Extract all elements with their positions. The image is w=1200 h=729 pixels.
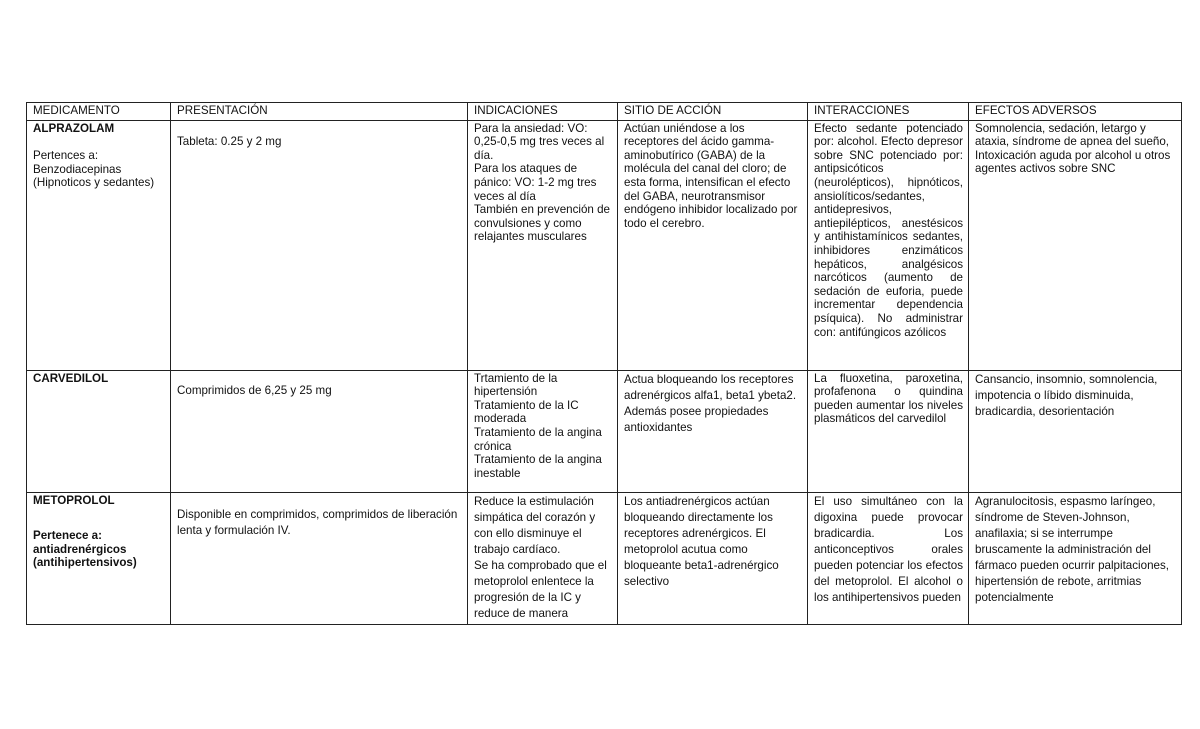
cell-sitio-accion	[618, 370, 808, 492]
cell-interacciones	[808, 370, 969, 492]
indication-item: Reduce la estimulación simpática del corazón y con ello disminuye el trabajo cardíaco.	[474, 494, 596, 556]
header-indicaciones: INDICACIONES	[468, 103, 618, 121]
adverse-text: Somnolencia, sedación, letargo y ataxia, síndrome de apnea del sueño, Intoxicación aguda por alcohol u otros agentes activos sobre SNC	[975, 121, 1171, 176]
cell-indicaciones	[468, 370, 618, 492]
header-sitio-accion: SITIO DE ACCIÓN	[618, 103, 808, 121]
header-row	[27, 103, 1182, 121]
cell-indicaciones	[468, 120, 618, 370]
header-interacciones: INTERACCIONES	[808, 103, 969, 121]
site-text: Actúan uniéndose a los receptores del ácido gamma-aminobutírico (GABA) de la molécula del canal del cloro; de esta forma, intensifican el efecto del GABA, neurotransmisor endógeno inhibidor localizado por todo el cerebro.	[624, 121, 798, 230]
family-label: Pertenece a:	[33, 529, 102, 543]
presentation-text: Disponible en comprimidos, comprimidos de liberación lenta y formulación IV.	[177, 507, 458, 537]
table-row-metoprolol	[27, 492, 1182, 624]
indication-item: También en prevención de convulsiones y como relajantes musculares	[474, 203, 610, 244]
interactions-text: El uso simultáneo con la digoxina puede provocar bradicardia. Los anticonceptivos orales pueden potenciar los efectos del metoprolol. El alcohol o los antihipertensivos pueden	[814, 494, 963, 604]
adverse-text: Cansancio, insomnio, somnolencia, impotencia o líbido disminuida, bradicardia, desorientación	[975, 372, 1158, 418]
cell-interacciones	[808, 492, 969, 624]
adverse-text: Agranulocitosis, espasmo laríngeo, síndrome de Steven-Johnson, anafilaxia; si se interrumpe bruscamente la administración del fármaco pueden ocurrir palpitaciones, hipertensión de rebote, arritmias potencialmente	[975, 494, 1169, 604]
presentation-text: Tableta: 0.25 y 2 mg	[177, 134, 282, 148]
indication-item: Trtamiento de la hipertensión	[474, 371, 558, 399]
indication-item: Se ha comprobado que el metoprolol enlentece la progresión de la IC y reduce de manera	[474, 558, 607, 620]
drug-family: Benzodiacepinas (Hipnoticos y sedantes)	[33, 162, 155, 190]
cell-medicamento	[27, 120, 171, 370]
cell-sitio-accion	[618, 492, 808, 624]
indication-item: Tratamiento de la angina crónica	[474, 425, 602, 453]
cell-indicaciones	[468, 492, 618, 624]
interactions-text: Efecto sedante potenciado por: alcohol. Efecto depresor sobre SNC potenciado por: antipsicóticos (neurolépticos), hipnóticos, ansiolíticos/sedantes, antidepresivos, antiepilépticos, anestésicos y antihistamínicos sedantes, inhibidores enzimáticos hepáticos, analgésicos narcóticos (aumento de sedación de euforia, puede incrementar dependencia psíquica). No administrar con: antifúngicos azólicos	[814, 121, 963, 339]
cell-medicamento	[27, 492, 171, 624]
cell-sitio-accion	[618, 120, 808, 370]
header-presentacion: PRESENTACIÓN	[171, 103, 468, 121]
site-text: Actua bloqueando los receptores adrenérgicos alfa1, beta1 ybeta2. Además posee propiedades antioxidantes	[624, 372, 797, 434]
cell-presentacion	[171, 370, 468, 492]
interactions-text: La fluoxetina, paroxetina, profafenona o quindina pueden aumentar los niveles plasmáticos del carvedilol	[814, 371, 963, 426]
drug-table	[26, 102, 1182, 625]
cell-presentacion	[171, 120, 468, 370]
drug-name: METOPROLOL	[33, 493, 115, 507]
cell-interacciones	[808, 120, 969, 370]
table-row-carvedilol	[27, 370, 1182, 492]
site-text: Los antiadrenérgicos actúan bloqueando directamente los receptores adrenérgicos. El metoprolol acutua como bloqueante beta1-adrenérgico selectivo	[624, 494, 779, 588]
cell-efectos-adversos	[969, 120, 1182, 370]
drug-name: ALPRAZOLAM	[33, 121, 115, 135]
family-label: Pertences a:	[33, 149, 99, 163]
indication-item: Para los ataques de pánico: VO: 1-2 mg tres veces al día	[474, 162, 597, 203]
drug-name: CARVEDILOL	[33, 371, 109, 385]
table-row-alprazolam	[27, 120, 1182, 370]
indication-item: Tratamiento de la angina inestable	[474, 453, 602, 480]
header-efectos-adversos: EFECTOS ADVERSOS	[969, 103, 1182, 121]
drug-family: antiadrenérgicos (antihipertensivos)	[33, 542, 137, 570]
cell-efectos-adversos	[969, 370, 1182, 492]
indication-item: Tratamiento de la IC moderada	[474, 398, 579, 426]
header-medicamento: MEDICAMENTO	[27, 103, 171, 121]
cell-medicamento	[27, 370, 171, 492]
cell-efectos-adversos	[969, 492, 1182, 624]
presentation-text: Comprimidos de 6,25 y 25 mg	[177, 383, 332, 397]
cell-presentacion	[171, 492, 468, 624]
indication-item: Para la ansiedad: VO: 0,25-0,5 mg tres veces al día.	[474, 121, 605, 162]
